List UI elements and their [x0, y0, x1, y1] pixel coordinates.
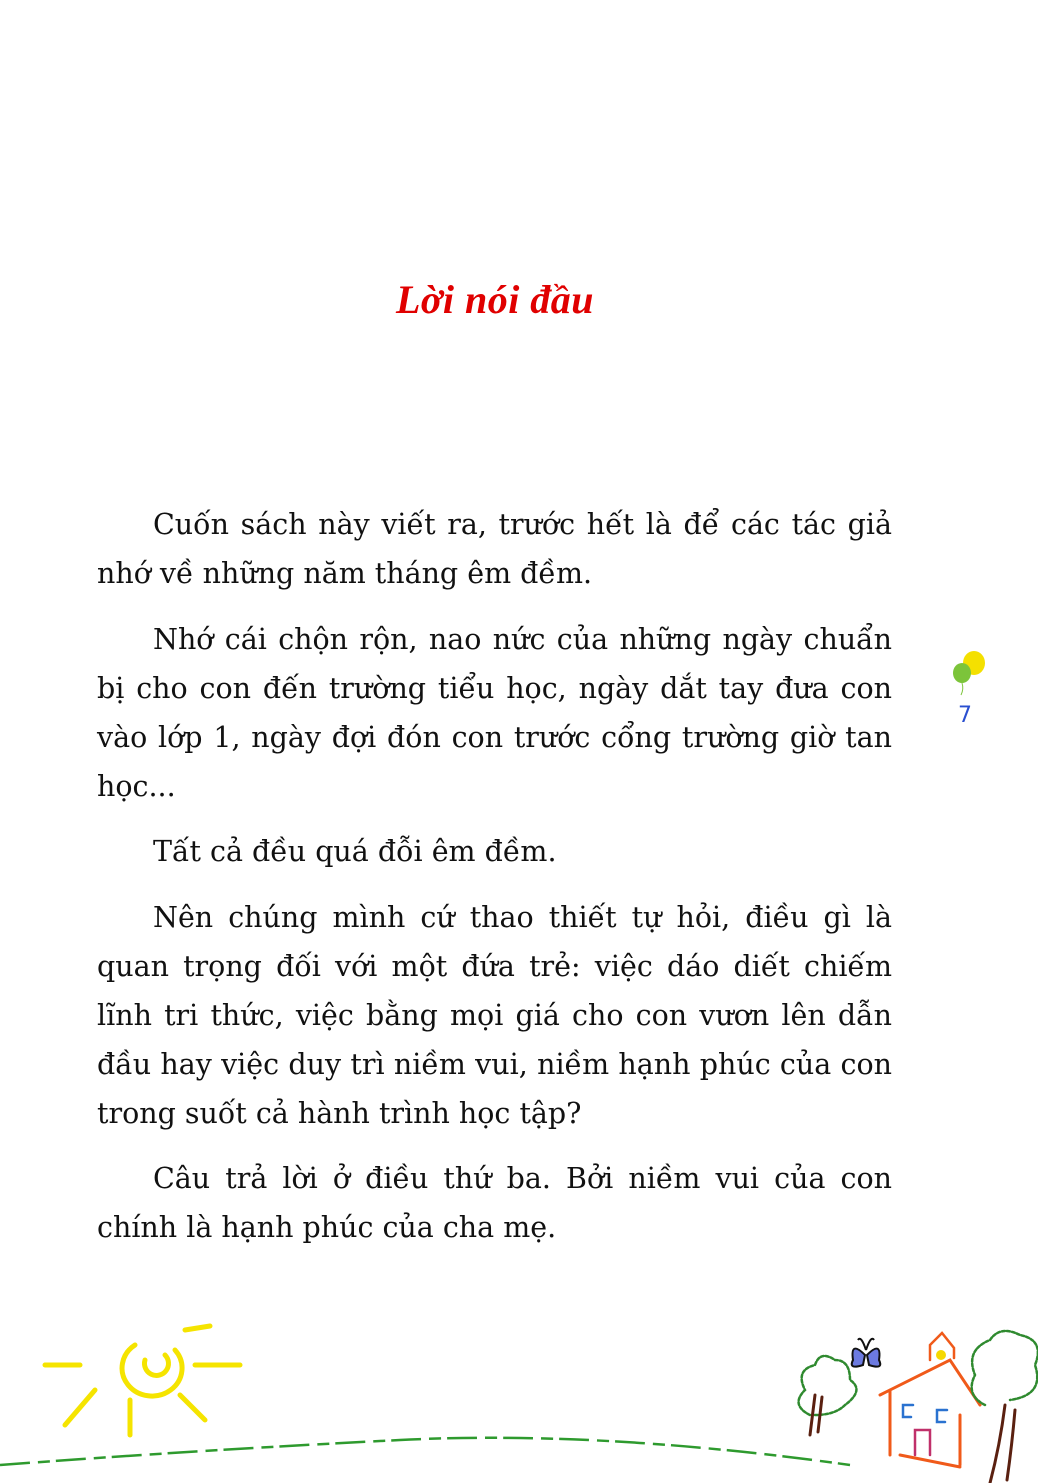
page-number: 7: [958, 703, 972, 728]
page-title: Lời nói đầu: [395, 277, 595, 322]
paragraph: Nhớ cái chộn rộn, nao nức của những ngày chuẩn bị cho con đến trường tiểu học, ngày dắt tay đưa con vào lớp 1, ngày đợi đón con trước cổng trường giờ tan học...: [97, 622, 892, 803]
paragraph: Tất cả đều quá đỗi êm đềm.: [153, 835, 557, 868]
grass-line-icon: [0, 1420, 860, 1480]
school-house-drawing-icon: [770, 1305, 1038, 1483]
paragraph: Cuốn sách này viết ra, trước hết là để các tác giả nhớ về những năm tháng êm đềm.: [97, 508, 892, 590]
paragraph: Câu trả lời ở điều thứ ba. Bởi niềm vui của con chính là hạnh phúc của cha mẹ.: [97, 1162, 892, 1244]
preface-body: [97, 500, 892, 1269]
butterfly-icon: [852, 1339, 881, 1367]
paragraph: Nên chúng mình cứ thao thiết tự hỏi, điều gì là quan trọng đối với một đứa trẻ: việc dáo diết chiếm lĩnh tri thức, việc bằng mọi giá cho con vươn lên dẫn đầu hay việc duy trì niềm vui, niềm hạnh phúc của con trong suốt cả hành trình học tập?: [97, 900, 892, 1130]
balloon-icon: [945, 648, 995, 698]
